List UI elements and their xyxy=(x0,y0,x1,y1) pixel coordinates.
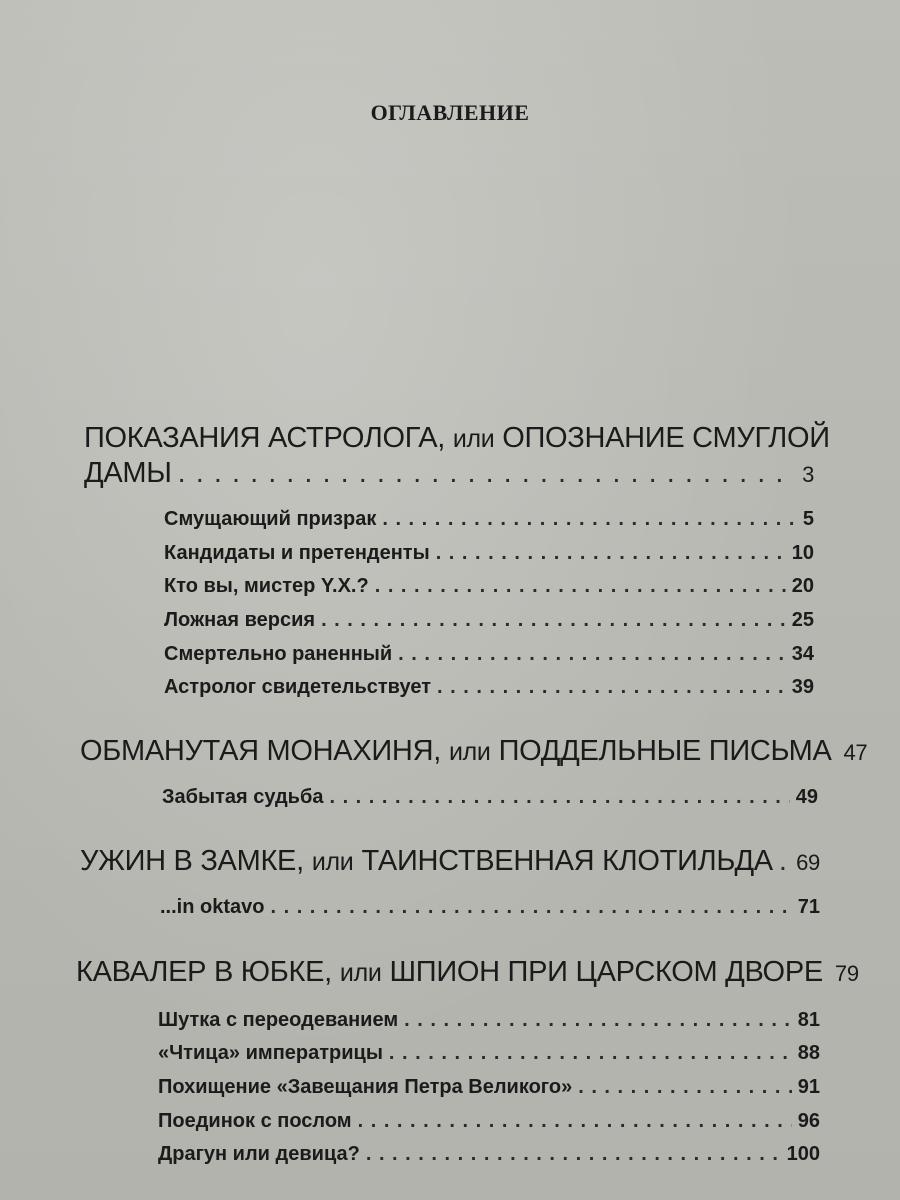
chapter-title-line xyxy=(84,422,830,455)
page-number: 25 xyxy=(791,609,814,631)
dot-leader xyxy=(366,1143,781,1166)
dot-leader xyxy=(329,786,789,809)
page-number: 69 xyxy=(796,850,820,875)
dot-leader xyxy=(404,1009,792,1032)
section-title: Поединок с послом xyxy=(158,1110,352,1132)
toc-section-row xyxy=(164,575,814,598)
page-title: ОГЛАВЛЕНИЕ xyxy=(370,100,530,125)
chapter-conjunction: или xyxy=(339,959,382,987)
chapter-title-part: КАВАЛЕР В ЮБКЕ, xyxy=(76,956,332,988)
section-title: Драгун или девица? xyxy=(158,1143,360,1165)
toc-section-row xyxy=(160,896,820,919)
toc-chapter-row xyxy=(76,956,859,989)
chapter-conjunction: или xyxy=(452,425,495,453)
section-title: Забытая судьба xyxy=(162,786,324,808)
dot-leader xyxy=(375,575,786,598)
section-title: Смертельно раненный xyxy=(164,643,393,665)
section-title: Кто вы, мистер Y.X.? xyxy=(164,575,369,597)
toc-chapter-row xyxy=(80,845,820,878)
chapter-conjunction: или xyxy=(448,738,491,766)
page-number: 39 xyxy=(791,676,814,698)
dot-leader xyxy=(178,457,796,490)
page-number: 96 xyxy=(797,1110,820,1132)
dot-leader xyxy=(436,542,786,565)
dot-leader xyxy=(358,1110,792,1133)
page-number: 81 xyxy=(797,1009,820,1031)
toc-section-row xyxy=(164,508,814,531)
section-title: Ложная версия xyxy=(164,609,316,631)
toc-section-row xyxy=(164,542,814,565)
page-number: 100 xyxy=(786,1143,820,1165)
page-number: 88 xyxy=(797,1042,820,1064)
section-title: Астролог свидетельствует xyxy=(164,676,431,698)
page-number: 34 xyxy=(791,643,814,665)
chapter-title-part: ПОДДЕЛЬНЫЕ ПИСЬМА xyxy=(498,735,832,767)
page-number: 5 xyxy=(802,508,814,530)
toc-section-row xyxy=(164,643,814,666)
toc-section-row xyxy=(158,1143,820,1166)
page-number: 91 xyxy=(797,1076,820,1098)
toc-section-row xyxy=(158,1042,820,1065)
toc-section-row xyxy=(158,1110,820,1133)
chapter-title-part: ШПИОН ПРИ ЦАРСКОМ ДВОРЕ xyxy=(389,956,823,988)
page-number: 10 xyxy=(791,542,814,564)
section-title: Шутка с переодеванием xyxy=(158,1009,399,1031)
section-title: «Чтица» императрицы xyxy=(158,1042,383,1064)
chapter-conjunction: или xyxy=(311,848,354,876)
toc-chapter-row xyxy=(84,457,814,490)
page-number: 20 xyxy=(791,575,814,597)
dot-leader xyxy=(578,1076,792,1099)
toc-section-row xyxy=(164,676,814,699)
section-title: ...in oktavo xyxy=(160,896,265,918)
chapter-title-part: УЖИН В ЗАМКЕ, xyxy=(80,845,304,877)
section-title: Смущающий призрак xyxy=(164,508,377,530)
dot-leader xyxy=(779,845,790,878)
dot-leader xyxy=(270,896,791,919)
chapter-title-part: ОБМАНУТАЯ МОНАХИНЯ, xyxy=(80,735,441,767)
page-number: 49 xyxy=(795,786,818,808)
dot-leader xyxy=(382,508,797,531)
page-number: 79 xyxy=(834,961,859,986)
toc-section-row xyxy=(162,786,818,809)
dot-leader xyxy=(321,609,786,632)
dot-leader xyxy=(437,676,786,699)
section-title: Кандидаты и претенденты xyxy=(164,542,430,564)
page-number: 47 xyxy=(843,740,868,765)
chapter-title-part: ДАМЫ xyxy=(84,457,172,489)
chapter-title-part: ПОКАЗАНИЯ АСТРОЛОГА, xyxy=(84,422,446,454)
page-number: 71 xyxy=(797,896,820,918)
dot-leader xyxy=(389,1042,792,1065)
section-title: Похищение «Завещания Петра Великого» xyxy=(158,1076,573,1098)
toc-section-row xyxy=(158,1076,820,1099)
toc-section-row xyxy=(158,1009,820,1032)
toc-section-row xyxy=(164,609,814,632)
page-number: 3 xyxy=(802,462,814,487)
chapter-title-part: ТАИНСТВЕННАЯ КЛОТИЛЬДА xyxy=(361,845,773,877)
chapter-title-part: ОПОЗНАНИЕ СМУГЛОЙ xyxy=(502,422,830,454)
toc-chapter-row xyxy=(80,735,868,768)
dot-leader xyxy=(398,643,786,666)
